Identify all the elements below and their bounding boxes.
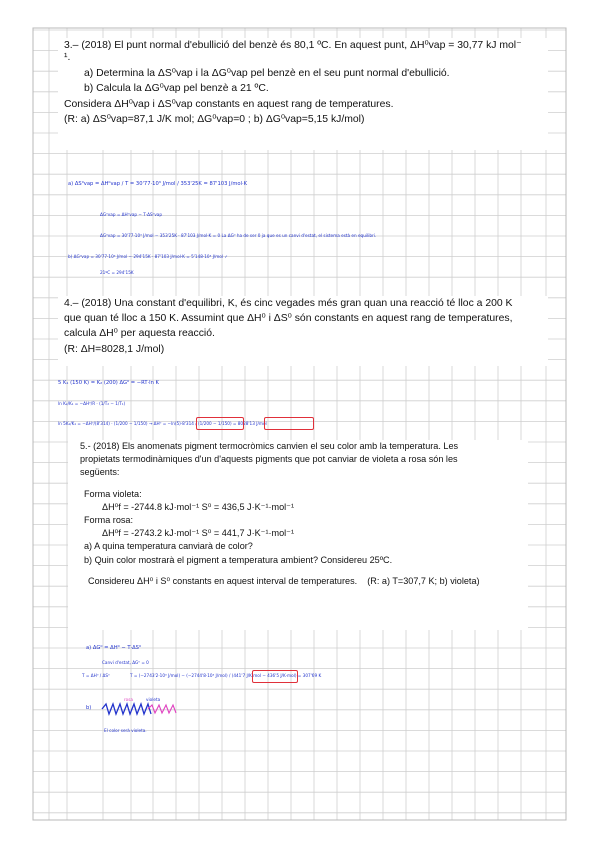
problem-3-question-a: a) Determina la ΔS⁰vap i la ΔG⁰vap pel benzè en el seu punt normal d'ebullició. <box>84 68 450 80</box>
hw5-line-4-label: b) <box>86 705 92 711</box>
hw5-result-box <box>252 670 298 683</box>
problem-3-question-b: b) Calcula la ΔG⁰vap pel benzè a 21 ºC. <box>84 83 269 95</box>
violet-form-values: ΔH⁰f = -2744.8 kJ·mol⁻¹ S⁰ = 436,5 J·K⁻¹·mol⁻¹ <box>102 501 295 512</box>
hw4-final-box <box>264 417 314 430</box>
hw3-line-2: ΔG⁰vap = ΔH⁰vap − T·ΔS⁰vap <box>100 212 163 217</box>
problem-5-intro-3: següents: <box>80 467 120 478</box>
pink-form-label: Forma rosa: <box>84 515 134 526</box>
hw5-line-4-pink: rosa <box>124 697 133 702</box>
hw5-line-3b: T = (−2743'2·10³ J/mol) − (−2744'8·10³ J/mol) / (441'7 J/K·mol − 436'5 J/K·mol) = 307'69 K <box>130 673 322 678</box>
violet-form-label: Forma violeta: <box>84 488 142 499</box>
problem-5-intro-2: propietats termodinàmiques d'un d'aquests pigments que pot canviar de violeta a rosa són les <box>80 454 458 465</box>
problem-5-intro-1: 5.- (2018) Els anomenats pigment termocròmics canvien el seu color amb la temperatura. Les <box>80 441 459 451</box>
problem-4-line-1: 4.– (2018) Una constant d'equilibri, K, és cinc vegades més gran quan una reacció té lloc a 200 K <box>64 298 513 309</box>
hw5-line-1: a) ΔG⁰ = ΔH⁰ − T·ΔS⁰ <box>86 645 142 651</box>
hw4-line-1: 5 K₁ (150 K) = K₂ (200) ΔG⁰ = −RT·ln K <box>58 380 159 386</box>
pink-form-values: ΔH⁰f = -2743.2 kJ·mol⁻¹ S⁰ = 441,7 J·K⁻¹·mol⁻¹ <box>102 528 295 539</box>
problem-3-answer: (R: a) ΔS⁰vap=87,1 J/K mol; ΔG⁰vap=0 ; b) ΔG⁰vap=5,15 kJ/mol) <box>64 113 365 125</box>
problem-3-statement <box>58 38 548 150</box>
problem-5-consider-text: Considereu ΔH⁰ i S⁰ constants en aquest interval de temperatures. <box>88 575 358 586</box>
problem-4-line-3: calcula ΔH⁰ per aquesta reacció. <box>64 328 215 340</box>
hw5-line-4-violet: violeta <box>146 697 161 702</box>
problem-5-statement <box>68 440 528 630</box>
problem-5-answer: (R: a) T=307,7 K; b) violeta) <box>367 575 480 586</box>
problem-4-answer: (R: ΔH=8028,1 J/mol) <box>64 343 165 355</box>
color-scribble <box>100 702 180 716</box>
hw5-line-5: El color serà violeta. <box>104 728 147 733</box>
hw4-result-box <box>196 417 244 430</box>
hw5-line-2: Canvi d'estat, ΔG⁰ = 0 <box>102 660 149 665</box>
hw5-line-3: T = ΔH⁰ / ΔS⁰ <box>82 673 110 678</box>
problem-5-question-a: a) A quina temperatura canviarà de color? <box>84 541 253 552</box>
hw4-line-2: ln K₂/K₁ = −ΔH⁰/R · (1/T₂ − 1/T₁) <box>58 401 126 406</box>
problem-3-line-1-continued: ¹. <box>64 52 71 64</box>
problem-4-statement <box>58 296 548 366</box>
hw3-line-4: b) ΔG⁰vap = 30'77·10³ J/mol − 294'15K · 87'103 J/mol·K = 5'148·10³ J/mol ✓ <box>68 254 228 259</box>
hw4-line-3: ln 5K₁/K₁ = −ΔH⁰/(8'314) · (1/200 − 1/150) → ΔH⁰ = −ln(5)·8'314 / (1/200 − 1/150) = 8028'13 J/mol <box>58 421 267 426</box>
hw3-line-3: ΔG⁰vap = 30'77·10³ J/mol − 353'25K · 87'103 J/mol·K = 0 La ΔG⁰ ha de ser 0 ja que es un canvi d'estat, el sistema està en equilibri. <box>100 233 377 238</box>
problem-3-line-1: 3.– (2018) El punt normal d'ebullició del benzè és 80,1 ºC. En aquest punt, ΔH⁰vap = 30,77 kJ mol⁻ <box>64 40 522 51</box>
hw3-line-5: 21ºC = 294'15K <box>100 270 134 275</box>
problem-4-line-2: que quan té lloc a 150 K. Assumint que ΔH⁰ i ΔS⁰ són constants en aquest rang de temperatures, <box>64 313 513 325</box>
hw3-line-1: a) ΔS⁰vap = ΔH⁰vap / T = 30'77·10³ J/mol / 353'25K = 87'103 J/mol·K <box>68 181 248 187</box>
problem-3-consider: Considera ΔH⁰vap i ΔS⁰vap constants en aquest rang de temperatures. <box>64 98 394 110</box>
problem-5-consider <box>88 575 528 588</box>
problem-5-question-b: b) Quin color mostrarà el pigment a temperatura ambient? Considereu 25ºC. <box>84 554 393 565</box>
